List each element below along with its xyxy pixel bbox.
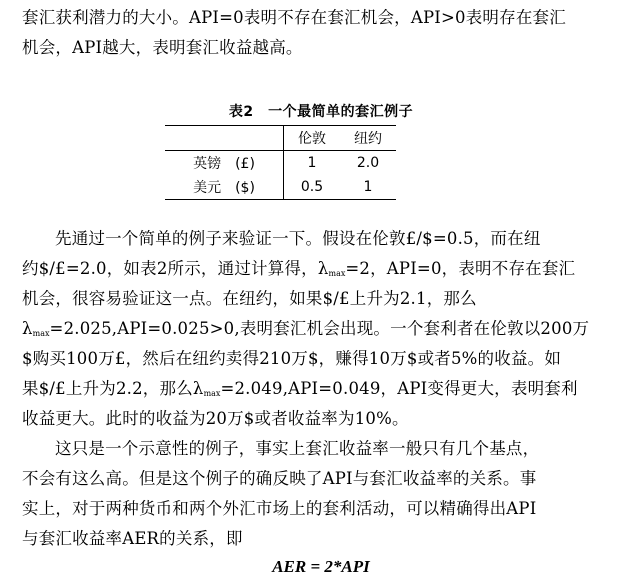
table-row [165, 151, 396, 176]
text-line: 套汇获利潜力的大小。API=0表明不存在套汇机会，API>0表明存在套汇 [22, 8, 566, 27]
text-segment: =2.025,API=0.025>0,表明套汇机会出现。一个套利者在伦敦以200万 [49, 319, 590, 338]
text-line: 机会，API越大，表明套汇收益越高。 [22, 38, 303, 57]
cell-newyork: 2.0 [356, 155, 380, 171]
cell-newyork: 1 [340, 175, 396, 200]
text-line: 与套汇收益率AER的关系，即 [22, 529, 243, 548]
text-line: 机会，很容易验证这一点。在纽约，如果$/£上升为2.1，那么 [22, 289, 477, 308]
text-segment: =2.049,API=0.049，API变得更大，表明套利 [220, 379, 578, 398]
example-paragraph [22, 224, 620, 434]
table-header-newyork: 纽约 [340, 126, 396, 151]
table-header-row [165, 126, 396, 151]
text-segment: 约$/£=2.0，如表2所示，通过计算得，λ [22, 259, 329, 278]
note-paragraph [22, 434, 620, 554]
table-row [165, 175, 396, 200]
top-paragraph [22, 3, 620, 63]
text-segment: 果$/£上升为2.2，那么λ [22, 379, 204, 398]
text-line [22, 314, 620, 344]
row-label: 英镑 (£) [193, 156, 255, 172]
text-line: 收益更大。此时的收益为20万$或者收益率为10%。 [22, 409, 409, 428]
formula: AER = 2*API [272, 557, 370, 576]
text-line [22, 254, 620, 284]
row-label: 美元 ($) [165, 175, 284, 200]
text-line: 这只是一个示意性的例子，事实上套汇收益率一般只有几个基点， [55, 439, 540, 458]
text-segment: =2，API=0，表明不存在套汇 [345, 259, 576, 278]
subscript: max [32, 329, 50, 338]
text-line: 不会有这么高。但是这个例子的确反映了API与套汇收益率的关系。事 [22, 469, 537, 488]
table-header-london: 伦敦 [284, 126, 341, 151]
table-caption: 表2 一个最简单的套汇例子 [228, 104, 414, 120]
text-line: $购买100万£，然后在纽约卖得210万$，赚得10万$或者5%的收益。如 [22, 349, 562, 368]
cell-london: 0.5 [284, 175, 341, 200]
subscript: max [203, 389, 221, 398]
cell-london: 1 [284, 151, 341, 176]
table-header-cell [165, 126, 284, 151]
text-line [22, 374, 620, 404]
arbitrage-table [165, 125, 396, 200]
text-segment: λ [22, 319, 33, 338]
subscript: max [328, 269, 346, 278]
text-line: 实上，对于两种货币和两个外汇市场上的套利活动，可以精确得出API [22, 499, 537, 518]
text-line: 先通过一个简单的例子来验证一下。假设在伦敦£/$=0.5，而在纽 [55, 229, 541, 248]
